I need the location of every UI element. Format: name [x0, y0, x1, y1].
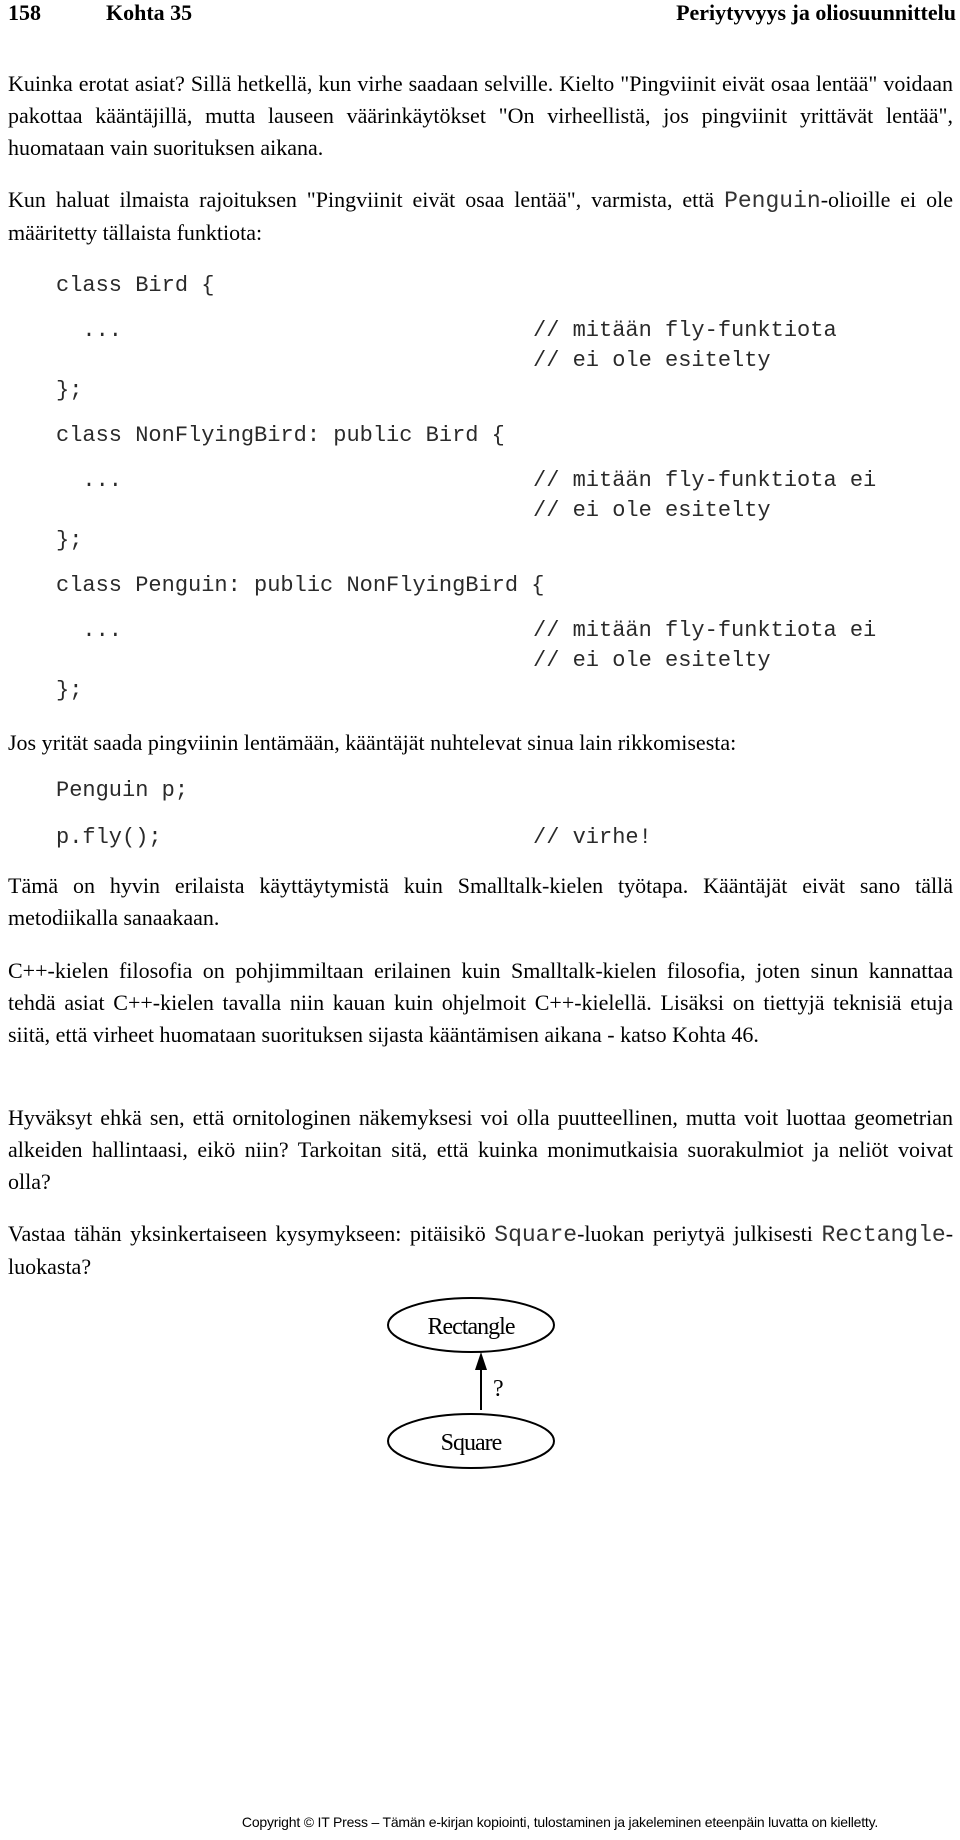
paragraph-7-text-a: Vastaa tähän yksinkertaiseen kysymykseen: pitäisikö — [8, 1221, 495, 1246]
page-header — [8, 0, 956, 34]
edge-question-mark: ? — [493, 1376, 504, 1402]
inline-code-square: Square — [494, 1222, 578, 1248]
code-comment: // ei ole esitelty — [533, 648, 771, 673]
code-comment: // mitään fly-funktiota ei — [533, 468, 877, 493]
code-line: ... — [56, 618, 123, 643]
inline-code-penguin: Penguin — [724, 188, 821, 214]
paragraph-5: C++-kielen filosofia on pohjimmiltaan erilainen kuin Smalltalk-kielen filosofia, joten sinun kannattaa tehdä asiat C++-kielen tavalla niin kauan kuin ohjelmoit C++-kielellä. Lisäksi on tiettyjä teknisiä etuja siitä, että virheet huomataan suorituksen sijasta kääntämisen aikana - katso Kohta 46. — [8, 958, 953, 1047]
code-comment: // mitään fly-funktiota ei — [533, 618, 877, 643]
code-line: }; — [56, 678, 83, 703]
code-line: class Penguin: public NonFlyingBird { — [56, 573, 545, 598]
code-comment: // virhe! — [533, 825, 652, 850]
code-line: p.fly(); — [56, 825, 162, 850]
paragraph-3: Jos yrität saada pingviinin lentämään, kääntäjät nuhtelevat sinua lain rikkomisesta: — [8, 730, 737, 755]
code-line: }; — [56, 378, 83, 403]
code-line: ... — [56, 468, 123, 493]
page-number: 158 — [8, 0, 41, 25]
paragraph-1: Kuinka erotat asiat? Sillä hetkellä, kun virhe saadaan selville. Kielto "Pingviinit eivät osaa lentää" voidaan pakottaa kääntäjillä, mutta lauseen väärinkäytökset "On virheellistä, jos pingviinit yrittävät lentää", huomataan vain suorituksen aikana. — [8, 71, 953, 160]
paragraph-7 — [8, 1218, 953, 1283]
rectangle-node-label: Rectangle — [427, 1314, 515, 1340]
section-label: Kohta 35 — [106, 0, 193, 25]
paragraph-4: Tämä on hyvin erilaista käyttäytymistä kuin Smalltalk-kielen työtapa. Kääntäjät eivät sano tällä metodiikalla sanaakaan. — [8, 873, 953, 930]
code-comment: // mitään fly-funktiota — [533, 318, 837, 343]
code-comment: // ei ole esitelty — [533, 348, 771, 373]
copyright-footer: Copyright © IT Press – Tämän e-kirjan kopiointi, tulostaminen ja jakeleminen eteenpäin luvatta on kielletty. — [241, 1814, 879, 1830]
code-line: ... — [56, 318, 123, 343]
code-line: Penguin p; — [56, 778, 189, 803]
paragraph-6: Hyväksyt ehkä sen, että ornitologinen näkemyksesi voi olla puutteellinen, mutta voit luottaa geometrian alkeiden hallintaasi, eikö niin? Tarkoitan sitä, että kuinka monimutkaisia suorakulmiot ja neliöt voivat olla? — [8, 1105, 953, 1194]
code-line: class NonFlyingBird: public Bird { — [56, 423, 505, 448]
arrowhead-icon — [475, 1352, 487, 1370]
chapter-title: Periytyvyys ja oliosuunnittelu — [676, 0, 956, 25]
paragraph-2-text-b: -olioille ei ole määritetty tällaista funktiota: — [8, 187, 953, 245]
code-comment: // ei ole esitelty — [533, 498, 771, 523]
paragraph-2 — [8, 184, 953, 249]
paragraph-7-text-b: -luokan periytyä julkisesti — [577, 1221, 822, 1246]
inline-code-rectangle: Rectangle — [821, 1222, 946, 1248]
inheritance-diagram — [380, 1295, 580, 1475]
square-node-label: Square — [440, 1430, 502, 1456]
paragraph-2-text-a: Kun haluat ilmaista rajoituksen "Pingviinit eivät osaa lentää", varmista, että — [8, 187, 725, 212]
paragraph-7-text-c: -luokasta? — [8, 1221, 954, 1279]
code-line: class Bird { — [56, 273, 215, 298]
code-line: }; — [56, 528, 83, 553]
